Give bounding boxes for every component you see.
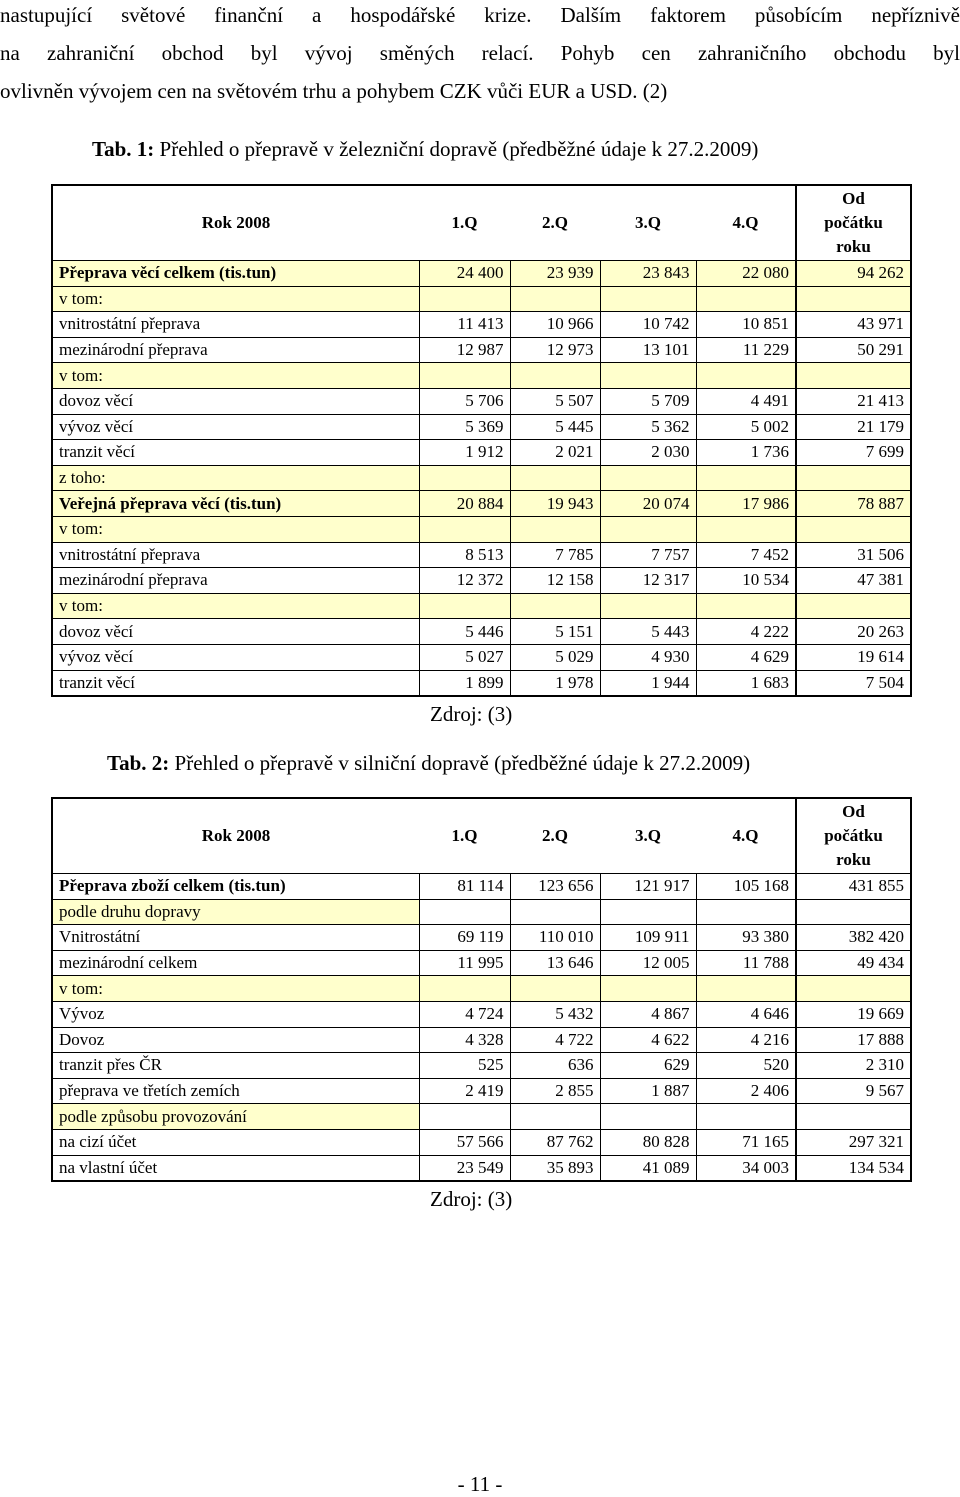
table2-body bbox=[52, 874, 911, 1182]
table-row bbox=[52, 1078, 911, 1104]
table1-source: Zdroj: (3) bbox=[430, 702, 513, 726]
row-value: 12 987 bbox=[419, 337, 510, 363]
page-number: - 11 - bbox=[457, 1472, 503, 1496]
row-value: 23 549 bbox=[419, 1155, 510, 1181]
table-row bbox=[52, 1129, 911, 1155]
row-value: 41 089 bbox=[600, 1155, 696, 1181]
row-value: 50 291 bbox=[796, 337, 911, 363]
row-value: 5 443 bbox=[600, 619, 696, 645]
table2-source: Zdroj: (3) bbox=[430, 1187, 513, 1211]
row-value bbox=[796, 593, 911, 619]
row-value: 2 030 bbox=[600, 440, 696, 466]
table-row bbox=[52, 1027, 911, 1053]
row-value bbox=[696, 465, 796, 491]
row-value: 10 966 bbox=[510, 312, 600, 338]
table1-header-q3: 3.Q bbox=[600, 185, 696, 261]
table-row bbox=[52, 1155, 911, 1181]
row-value: 109 911 bbox=[600, 925, 696, 951]
row-value: 1 944 bbox=[600, 670, 696, 696]
table-row bbox=[52, 542, 911, 568]
row-label: na cizí účet bbox=[52, 1129, 419, 1155]
row-value: 43 971 bbox=[796, 312, 911, 338]
row-value: 24 400 bbox=[419, 261, 510, 287]
row-value: 520 bbox=[696, 1053, 796, 1079]
row-value: 4 867 bbox=[600, 1001, 696, 1027]
row-value: 1 912 bbox=[419, 440, 510, 466]
row-value: 10 534 bbox=[696, 568, 796, 594]
row-label: mezinárodní celkem bbox=[52, 950, 419, 976]
table1 bbox=[51, 184, 912, 697]
row-value: 13 646 bbox=[510, 950, 600, 976]
row-value: 69 119 bbox=[419, 925, 510, 951]
row-value: 629 bbox=[600, 1053, 696, 1079]
intro-paragraph bbox=[0, 0, 960, 110]
row-label: Přeprava zboží celkem (tis.tun) bbox=[52, 874, 419, 900]
row-value: 5 446 bbox=[419, 619, 510, 645]
row-value bbox=[510, 286, 600, 312]
row-value: 5 706 bbox=[419, 388, 510, 414]
table-row bbox=[52, 337, 911, 363]
table-row bbox=[52, 516, 911, 542]
row-value: 2 406 bbox=[696, 1078, 796, 1104]
table-row bbox=[52, 568, 911, 594]
row-value: 12 973 bbox=[510, 337, 600, 363]
row-value: 4 222 bbox=[696, 619, 796, 645]
row-value bbox=[419, 899, 510, 925]
row-value: 11 995 bbox=[419, 950, 510, 976]
row-value bbox=[419, 465, 510, 491]
row-value bbox=[696, 899, 796, 925]
table-row bbox=[52, 414, 911, 440]
row-value: 11 229 bbox=[696, 337, 796, 363]
row-value bbox=[419, 286, 510, 312]
row-value: 1 683 bbox=[696, 670, 796, 696]
row-value: 57 566 bbox=[419, 1129, 510, 1155]
row-value: 7 504 bbox=[796, 670, 911, 696]
row-value: 5 151 bbox=[510, 619, 600, 645]
table2-header-q1: 1.Q bbox=[419, 798, 510, 874]
table-row bbox=[52, 670, 911, 696]
table-row bbox=[52, 388, 911, 414]
row-value bbox=[696, 363, 796, 389]
row-value bbox=[796, 465, 911, 491]
row-value: 21 179 bbox=[796, 414, 911, 440]
row-value: 47 381 bbox=[796, 568, 911, 594]
row-label: vnitrostátní přeprava bbox=[52, 312, 419, 338]
row-label: mezinárodní přeprava bbox=[52, 337, 419, 363]
table1-caption bbox=[92, 137, 758, 162]
row-value: 12 372 bbox=[419, 568, 510, 594]
row-label: Dovoz bbox=[52, 1027, 419, 1053]
row-label: vývoz věcí bbox=[52, 414, 419, 440]
row-value: 34 003 bbox=[696, 1155, 796, 1181]
row-value: 4 722 bbox=[510, 1027, 600, 1053]
row-value: 87 762 bbox=[510, 1129, 600, 1155]
table2-header-row bbox=[52, 798, 911, 874]
row-label: Veřejná přeprava věcí (tis.tun) bbox=[52, 491, 419, 517]
row-value: 2 855 bbox=[510, 1078, 600, 1104]
table-row bbox=[52, 619, 911, 645]
row-value bbox=[419, 516, 510, 542]
row-value: 81 114 bbox=[419, 874, 510, 900]
table-row bbox=[52, 286, 911, 312]
row-value bbox=[600, 1104, 696, 1130]
table-row bbox=[52, 593, 911, 619]
row-value bbox=[696, 1104, 796, 1130]
table-row bbox=[52, 899, 911, 925]
row-value bbox=[510, 976, 600, 1002]
row-label: podle způsobu provozování bbox=[52, 1104, 419, 1130]
row-value bbox=[510, 516, 600, 542]
row-value: 2 021 bbox=[510, 440, 600, 466]
row-value: 9 567 bbox=[796, 1078, 911, 1104]
row-value bbox=[796, 286, 911, 312]
row-value: 4 328 bbox=[419, 1027, 510, 1053]
row-label: v tom: bbox=[52, 363, 419, 389]
row-value: 2 310 bbox=[796, 1053, 911, 1079]
row-value: 110 010 bbox=[510, 925, 600, 951]
table-row bbox=[52, 925, 911, 951]
row-value: 19 943 bbox=[510, 491, 600, 517]
row-value bbox=[419, 1104, 510, 1130]
row-value: 4 491 bbox=[696, 388, 796, 414]
row-value: 5 362 bbox=[600, 414, 696, 440]
table-row bbox=[52, 644, 911, 670]
row-value: 20 074 bbox=[600, 491, 696, 517]
row-value: 7 699 bbox=[796, 440, 911, 466]
row-label: v tom: bbox=[52, 976, 419, 1002]
table-row bbox=[52, 261, 911, 287]
row-value bbox=[419, 593, 510, 619]
row-value: 19 614 bbox=[796, 644, 911, 670]
row-value: 4 622 bbox=[600, 1027, 696, 1053]
row-label: vývoz věcí bbox=[52, 644, 419, 670]
row-value: 94 262 bbox=[796, 261, 911, 287]
table2-header-total-line2: počátku bbox=[824, 826, 883, 845]
row-value: 297 321 bbox=[796, 1129, 911, 1155]
row-value: 20 884 bbox=[419, 491, 510, 517]
row-value: 17 888 bbox=[796, 1027, 911, 1053]
table1-header-total bbox=[796, 185, 911, 261]
row-value bbox=[600, 465, 696, 491]
row-value: 17 986 bbox=[696, 491, 796, 517]
row-value: 49 434 bbox=[796, 950, 911, 976]
row-value: 5 507 bbox=[510, 388, 600, 414]
row-label: v tom: bbox=[52, 286, 419, 312]
row-value: 5 029 bbox=[510, 644, 600, 670]
table1-caption-prefix: Tab. 1: bbox=[92, 137, 155, 161]
table-row bbox=[52, 465, 911, 491]
row-value bbox=[696, 976, 796, 1002]
row-value bbox=[419, 363, 510, 389]
row-label: tranzit věcí bbox=[52, 440, 419, 466]
table-row bbox=[52, 1053, 911, 1079]
row-value: 13 101 bbox=[600, 337, 696, 363]
row-value: 22 080 bbox=[696, 261, 796, 287]
row-value bbox=[696, 286, 796, 312]
row-value: 123 656 bbox=[510, 874, 600, 900]
row-value bbox=[696, 516, 796, 542]
table-row bbox=[52, 312, 911, 338]
table-row bbox=[52, 440, 911, 466]
row-value bbox=[510, 1104, 600, 1130]
row-value: 93 380 bbox=[696, 925, 796, 951]
row-value: 5 002 bbox=[696, 414, 796, 440]
row-value: 4 646 bbox=[696, 1001, 796, 1027]
table1-header-row bbox=[52, 185, 911, 261]
row-value bbox=[510, 899, 600, 925]
row-value bbox=[510, 465, 600, 491]
row-value: 5 369 bbox=[419, 414, 510, 440]
row-value bbox=[796, 976, 911, 1002]
table1-header-q4: 4.Q bbox=[696, 185, 796, 261]
row-value: 4 629 bbox=[696, 644, 796, 670]
row-value: 21 413 bbox=[796, 388, 911, 414]
row-label: dovoz věcí bbox=[52, 388, 419, 414]
row-label: v tom: bbox=[52, 516, 419, 542]
table2-header-q4: 4.Q bbox=[696, 798, 796, 874]
row-value bbox=[796, 516, 911, 542]
table2-header-total-line3: roku bbox=[836, 850, 871, 869]
table1-header-q2: 2.Q bbox=[510, 185, 600, 261]
row-value: 78 887 bbox=[796, 491, 911, 517]
row-label: Vývoz bbox=[52, 1001, 419, 1027]
row-value: 12 317 bbox=[600, 568, 696, 594]
row-value bbox=[600, 593, 696, 619]
row-value: 431 855 bbox=[796, 874, 911, 900]
row-value: 12 158 bbox=[510, 568, 600, 594]
table2-header-total-line1: Od bbox=[842, 802, 865, 821]
table1-body bbox=[52, 261, 911, 697]
row-value: 11 788 bbox=[696, 950, 796, 976]
table1-caption-text: Přehled o přepravě v železniční dopravě (předběžné údaje k 27.2.2009) bbox=[154, 137, 759, 161]
table-row bbox=[52, 1104, 911, 1130]
row-value: 525 bbox=[419, 1053, 510, 1079]
row-label: vnitrostátní přeprava bbox=[52, 542, 419, 568]
table1-header-total-line3: roku bbox=[836, 237, 871, 256]
row-value: 35 893 bbox=[510, 1155, 600, 1181]
row-value: 2 419 bbox=[419, 1078, 510, 1104]
row-value: 382 420 bbox=[796, 925, 911, 951]
row-label: dovoz věcí bbox=[52, 619, 419, 645]
table2-caption bbox=[107, 751, 750, 776]
row-label: tranzit věcí bbox=[52, 670, 419, 696]
row-value: 71 165 bbox=[696, 1129, 796, 1155]
row-label: tranzit přes ČR bbox=[52, 1053, 419, 1079]
row-value: 7 452 bbox=[696, 542, 796, 568]
table-row bbox=[52, 491, 911, 517]
row-value: 636 bbox=[510, 1053, 600, 1079]
row-label: na vlastní účet bbox=[52, 1155, 419, 1181]
table2-header-label: Rok 2008 bbox=[52, 798, 419, 874]
row-value bbox=[796, 1104, 911, 1130]
row-value bbox=[796, 899, 911, 925]
row-value bbox=[419, 976, 510, 1002]
row-value bbox=[600, 286, 696, 312]
row-value bbox=[600, 976, 696, 1002]
table2-header-q2: 2.Q bbox=[510, 798, 600, 874]
table-row bbox=[52, 874, 911, 900]
row-value: 80 828 bbox=[600, 1129, 696, 1155]
row-value: 8 513 bbox=[419, 542, 510, 568]
table2 bbox=[51, 797, 912, 1182]
row-value: 11 413 bbox=[419, 312, 510, 338]
row-value: 105 168 bbox=[696, 874, 796, 900]
row-value bbox=[600, 516, 696, 542]
row-value: 12 005 bbox=[600, 950, 696, 976]
row-label: přeprava ve třetích zemích bbox=[52, 1078, 419, 1104]
row-label: v tom: bbox=[52, 593, 419, 619]
table2-header-total bbox=[796, 798, 911, 874]
row-value: 23 939 bbox=[510, 261, 600, 287]
row-value: 4 724 bbox=[419, 1001, 510, 1027]
row-value bbox=[696, 593, 796, 619]
table-row bbox=[52, 363, 911, 389]
row-value bbox=[600, 899, 696, 925]
row-value: 1 899 bbox=[419, 670, 510, 696]
row-value: 5 709 bbox=[600, 388, 696, 414]
table-row bbox=[52, 950, 911, 976]
row-value: 5 027 bbox=[419, 644, 510, 670]
row-value bbox=[510, 593, 600, 619]
row-value: 134 534 bbox=[796, 1155, 911, 1181]
table-row bbox=[52, 976, 911, 1002]
table1-header-label: Rok 2008 bbox=[52, 185, 419, 261]
row-value: 1 978 bbox=[510, 670, 600, 696]
table1-header-total-line1: Od bbox=[842, 189, 865, 208]
intro-line-2: na zahraniční obchod byl vývoj směných relací. Pohyb cen zahraničního obchodu byl bbox=[0, 41, 960, 65]
table-row bbox=[52, 1001, 911, 1027]
intro-line-1: nastupující světové finanční a hospodářské krize. Dalším faktorem působícím nepříznivě bbox=[0, 3, 960, 27]
row-value: 10 742 bbox=[600, 312, 696, 338]
row-value: 5 445 bbox=[510, 414, 600, 440]
intro-line-3: ovlivněn vývojem cen na světovém trhu a pohybem CZK vůči EUR a USD. (2) bbox=[0, 79, 668, 103]
row-value: 5 432 bbox=[510, 1001, 600, 1027]
row-value: 1 887 bbox=[600, 1078, 696, 1104]
row-value: 1 736 bbox=[696, 440, 796, 466]
row-value: 19 669 bbox=[796, 1001, 911, 1027]
row-label: z toho: bbox=[52, 465, 419, 491]
row-label: Vnitrostátní bbox=[52, 925, 419, 951]
table1-header-total-line2: počátku bbox=[824, 213, 883, 232]
row-label: Přeprava věcí celkem (tis.tun) bbox=[52, 261, 419, 287]
row-label: mezinárodní přeprava bbox=[52, 568, 419, 594]
table2-header-q3: 3.Q bbox=[600, 798, 696, 874]
row-value: 4 216 bbox=[696, 1027, 796, 1053]
row-value: 31 506 bbox=[796, 542, 911, 568]
row-value bbox=[510, 363, 600, 389]
row-value bbox=[600, 363, 696, 389]
row-value: 23 843 bbox=[600, 261, 696, 287]
table1-header-q1: 1.Q bbox=[419, 185, 510, 261]
row-value: 4 930 bbox=[600, 644, 696, 670]
row-value: 7 757 bbox=[600, 542, 696, 568]
row-value: 20 263 bbox=[796, 619, 911, 645]
table2-caption-text: Přehled o přepravě v silniční dopravě (předběžné údaje k 27.2.2009) bbox=[169, 751, 751, 775]
row-label: podle druhu dopravy bbox=[52, 899, 419, 925]
row-value: 10 851 bbox=[696, 312, 796, 338]
row-value: 7 785 bbox=[510, 542, 600, 568]
row-value bbox=[796, 363, 911, 389]
row-value: 121 917 bbox=[600, 874, 696, 900]
table2-caption-prefix: Tab. 2: bbox=[107, 751, 170, 775]
